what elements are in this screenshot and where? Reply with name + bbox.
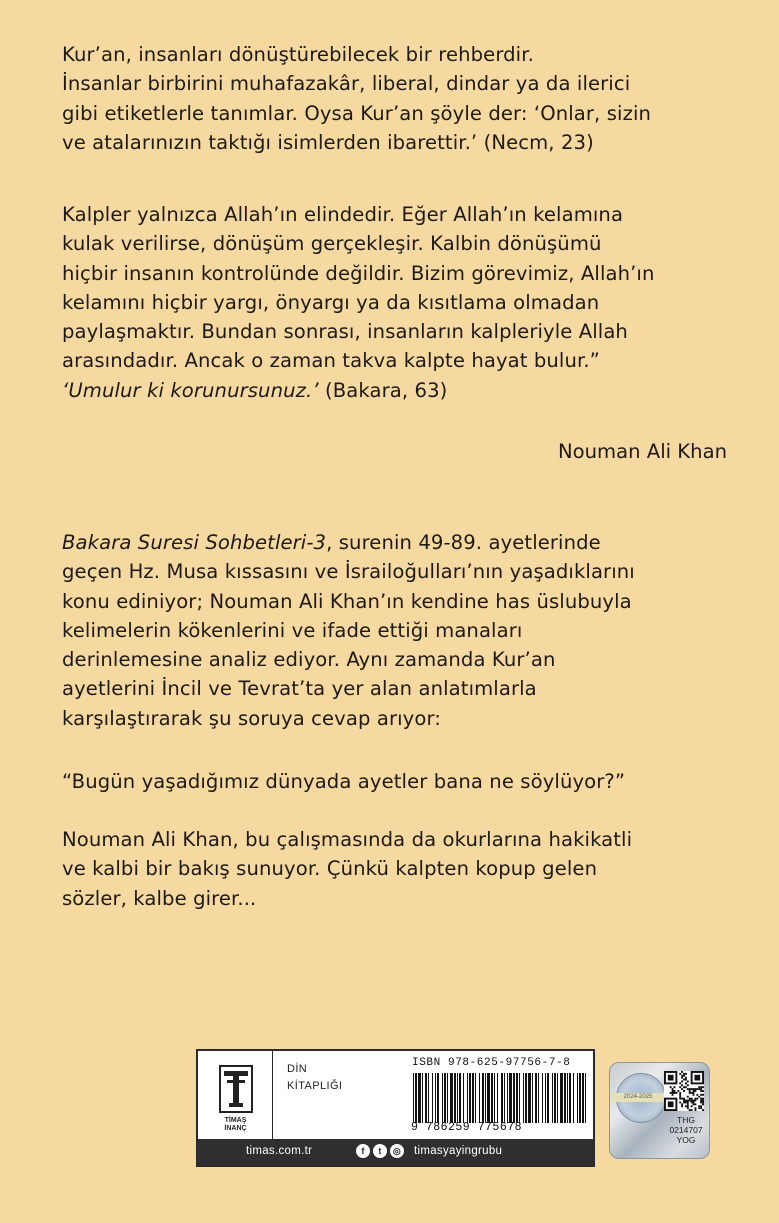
- text-line: kelimelerin kökenlerini ve ifade ettiği manaları: [62, 618, 523, 642]
- quote-italic: ‘Umulur ki korunursunuz.’: [62, 378, 319, 402]
- instagram-icon[interactable]: ◎: [390, 1144, 404, 1158]
- quote-reference: (Bakara, 63): [318, 378, 448, 402]
- text-line: hiçbir insanın kontrolünde değildir. Bizim görevimiz, Allah’ın: [62, 261, 655, 285]
- text-line: derinlemesine analiz ediyor. Aynı zamanda Kur’an: [62, 648, 556, 672]
- website-link[interactable]: timas.com.tr: [246, 1145, 313, 1157]
- text-fragment: , surenin 49-89. ayetlerinde: [326, 531, 601, 554]
- text-line: gibi etiketlerle tanımlar. Oysa Kur’an şöyle der: ‘Onlar, sizin: [62, 101, 652, 125]
- text-line: geçen Hz. Musa kıssasını ve İsrailoğulları’nın yaşadıklarını: [62, 560, 635, 584]
- isbn-barcode: [409, 1055, 591, 1137]
- sticker-code-line: YOG: [676, 1135, 696, 1145]
- sticker-code-line: THG: [677, 1115, 695, 1125]
- text-line: [62, 528, 742, 557]
- twitter-icon[interactable]: t: [373, 1144, 387, 1158]
- text-line: sözler, kalbe girer...: [62, 886, 257, 910]
- text-line: karşılaştırarak şu soruya cevap arıyor:: [62, 706, 441, 730]
- isbn-label: ISBN 978-625-97756-7-8: [412, 1057, 571, 1069]
- text-line: İnsanlar birbirini muhafazakâr, liberal, dindar ya da ilerici: [62, 72, 631, 96]
- second-paragraph: [62, 200, 742, 405]
- barcode-icon: [411, 1073, 589, 1123]
- book-title-italic: Bakara Suresi Sohbetleri-3: [62, 531, 327, 554]
- text-line: kulak verilirse, dönüşüm gerçekleşir. Kalbin dönüşümü: [62, 232, 602, 256]
- author-signature: Nouman Ali Khan: [557, 440, 727, 463]
- category-line: DİN: [287, 1063, 308, 1075]
- logo-text-line2: İNANÇ: [224, 1125, 247, 1132]
- timas-logo-icon: [219, 1065, 253, 1113]
- social-icons: [356, 1144, 404, 1158]
- text-line: ve kalbi bir bakış sunuyor. Çünkü kalpten kopup gelen: [62, 857, 598, 881]
- text-line: [62, 376, 742, 405]
- qr-code-icon: [664, 1071, 704, 1111]
- intro-paragraph: [62, 40, 742, 157]
- hologram-sticker: [609, 1062, 710, 1159]
- facebook-icon[interactable]: f: [356, 1144, 370, 1158]
- text-line: Kur’an, insanları dönüştürebilecek bir rehberdir.: [62, 43, 534, 66]
- sticker-code-line: 0214707: [669, 1125, 703, 1135]
- sticker-code: [664, 1115, 708, 1145]
- text-line: ve atalarınızın taktığı isimlerden ibarettir.’ (Necm, 23): [62, 130, 594, 154]
- text-line: “Bugün yaşadığımız dünyada ayetler bana ne söylüyor?”: [62, 770, 626, 793]
- publisher-footer: [198, 1139, 593, 1165]
- description-paragraph: [62, 528, 742, 733]
- text-line: Nouman Ali Khan, bu çalışmasında da okurlarına hakikatli: [62, 828, 633, 851]
- text-line: Kalpler yalnızca Allah’ın elindedir. Eğer Allah’ın kelamına: [62, 203, 624, 226]
- social-handle[interactable]: timasyayingrubu: [414, 1145, 503, 1157]
- sticker-year: 2024-2025: [612, 1093, 664, 1102]
- category-line: KİTAPLIĞI: [287, 1080, 343, 1092]
- publisher-logo: [198, 1051, 273, 1141]
- logo-text-line1: TİMAŞ: [224, 1117, 247, 1124]
- text-line: ayetlerini İncil ve Tevrat’ta yer alan anlatımlarla: [62, 677, 537, 701]
- barcode-digits: 9 786259 775678: [411, 1121, 523, 1134]
- text-line: kelamını hiçbir yargı, önyargı ya da kısıtlama olmadan: [62, 290, 600, 314]
- text-line: konu ediniyor; Nouman Ali Khan’ın kendine has üslubuyla: [62, 589, 632, 613]
- closing-paragraph: [62, 825, 742, 913]
- text-line: paylaşmaktır. Bundan sonrası, insanların kalpleriyle Allah: [62, 320, 628, 344]
- publisher-panel: [196, 1049, 595, 1167]
- question-line: [62, 767, 742, 796]
- text-line: arasındadır. Ancak o zaman takva kalpte hayat bulur.”: [62, 349, 600, 373]
- category-label: [287, 1061, 342, 1095]
